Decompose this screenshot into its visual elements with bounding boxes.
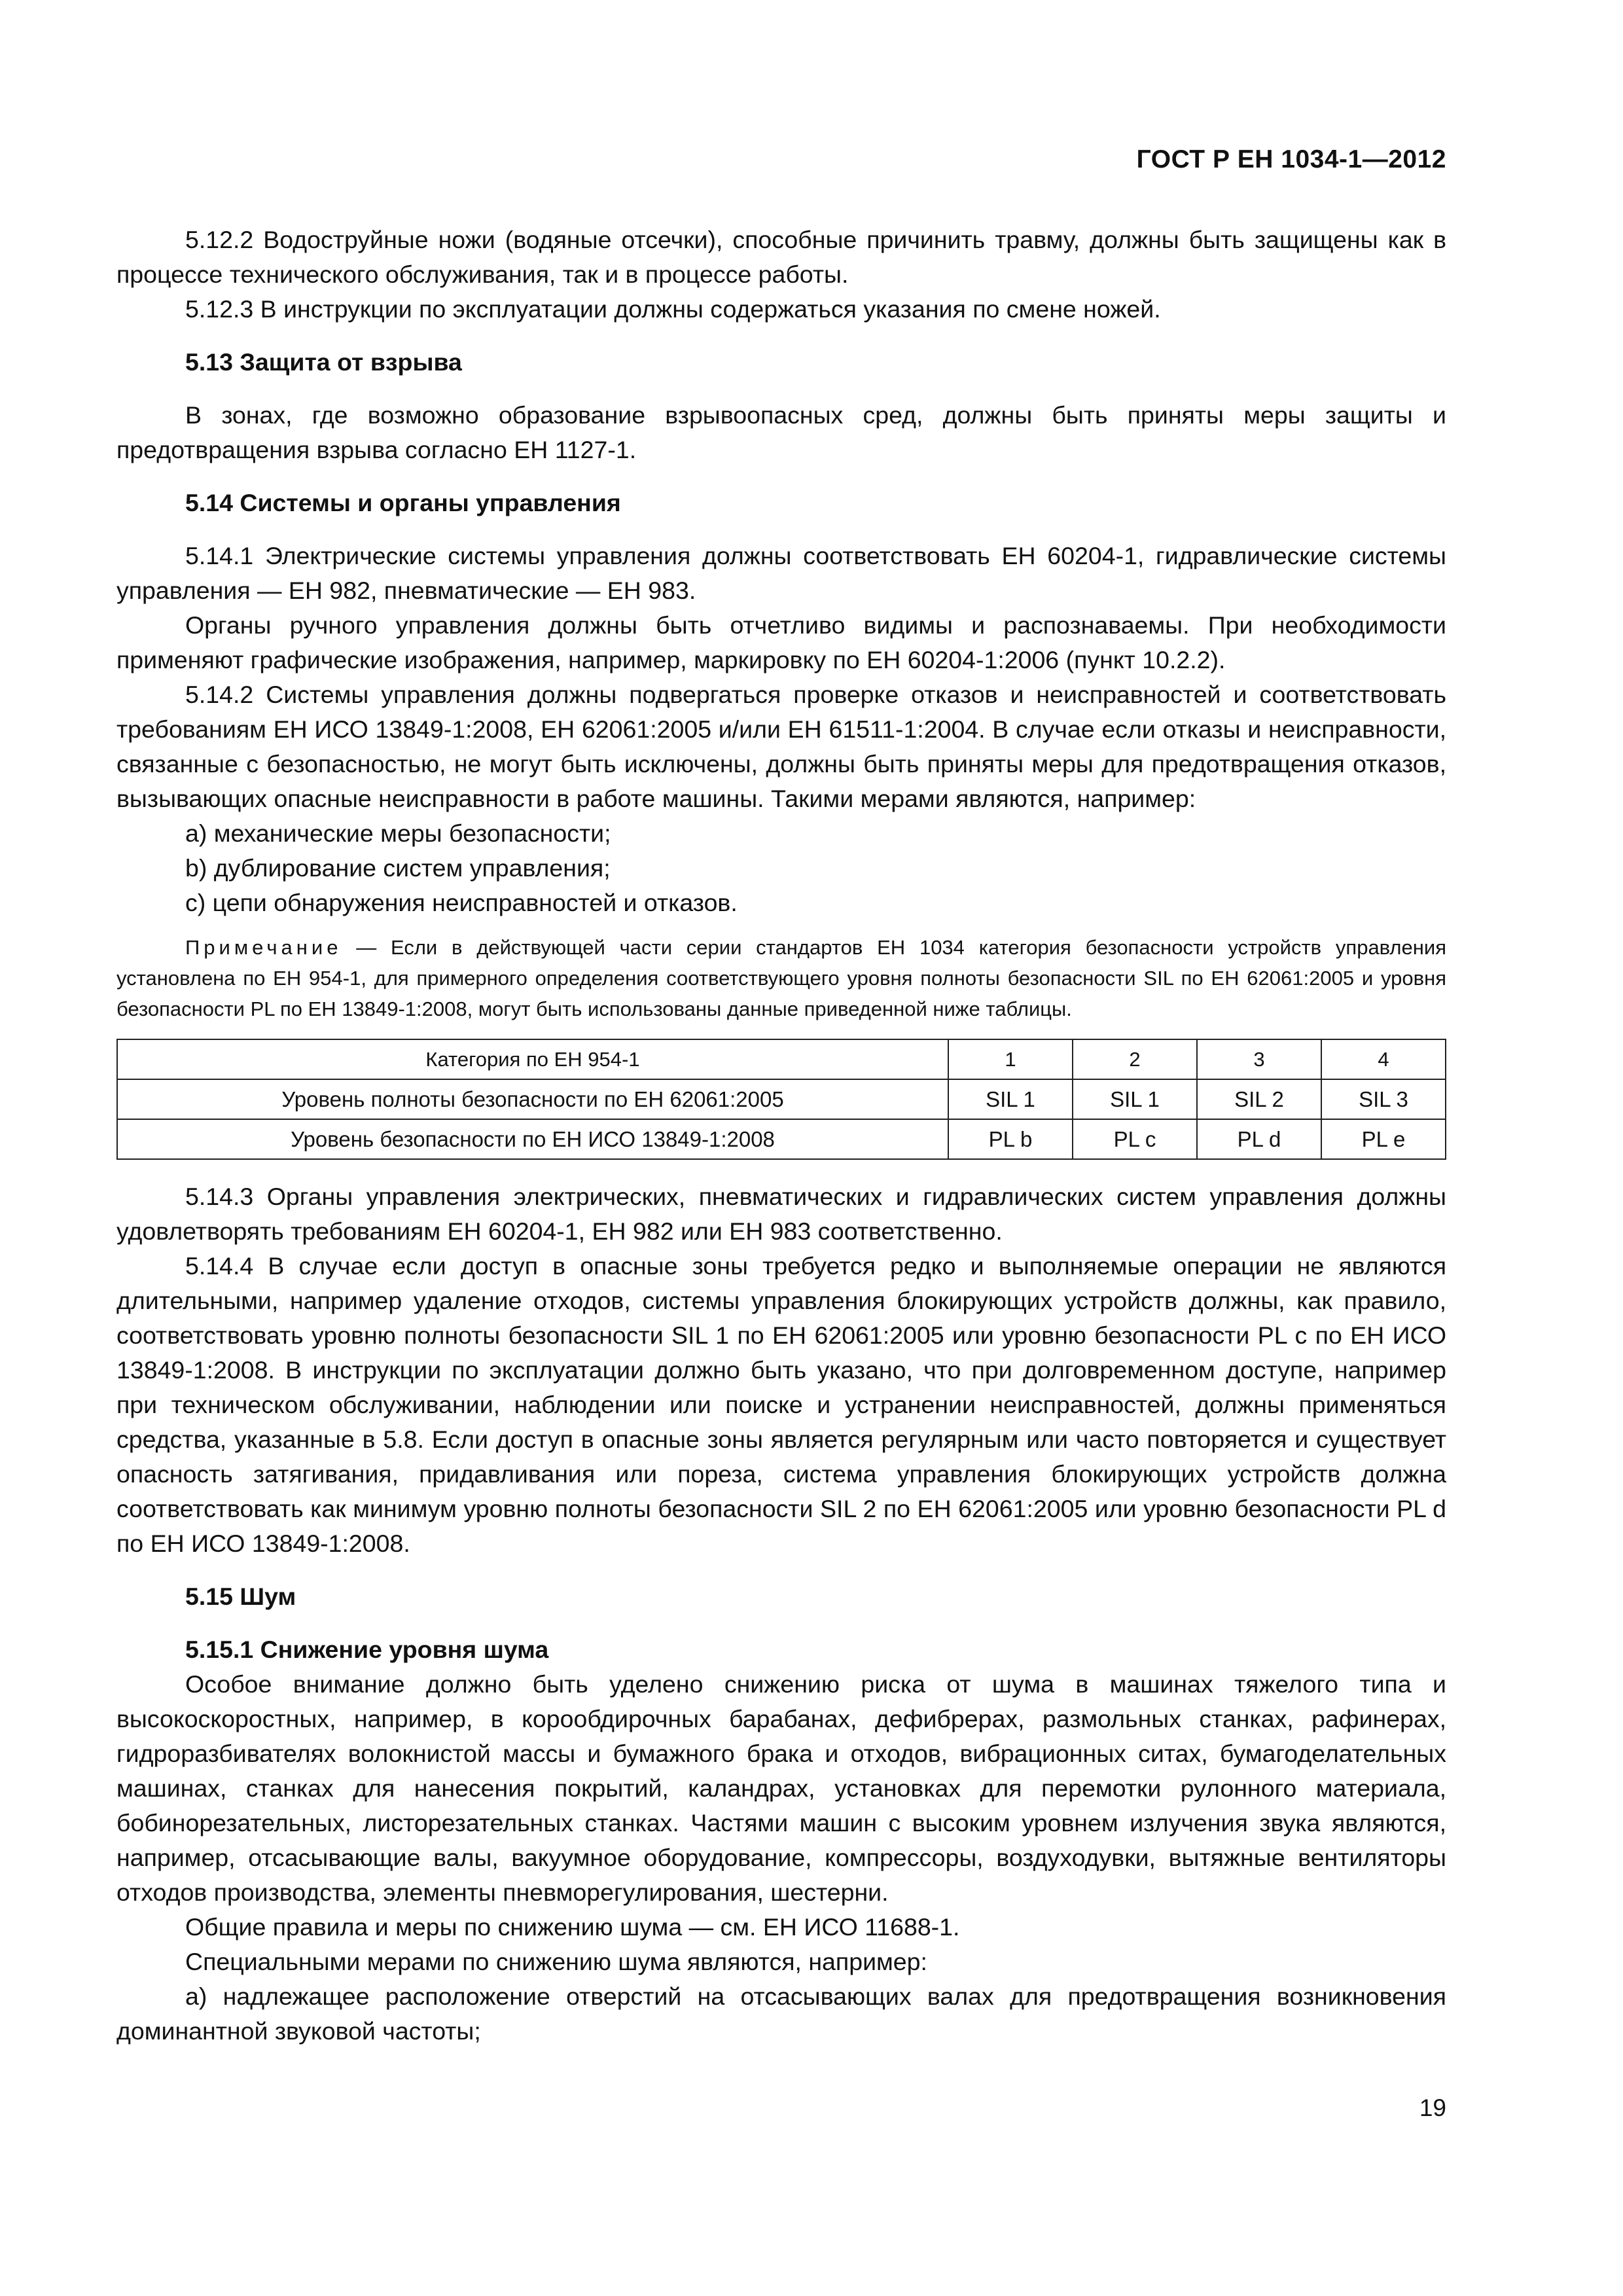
heading-5-14: 5.14 Системы и органы управления (185, 489, 621, 516)
paragraph-5-14-1-controls: Органы ручного управления должны быть отчетливо видимы и распознаваемы. При необходимости применяют графические изображения, например, маркировку по ЕН 60204-1:2006 (пункт 10.2.2). (116, 611, 1446, 673)
table-cell: PL b (948, 1119, 1073, 1159)
table-header-cell: 2 (1073, 1039, 1197, 1079)
paragraph-5-13: В зонах, где возможно образование взрывоопасных сред, должны быть приняты меры защиты и предотвращения взрыва согласно ЕН 1127-1. (116, 401, 1446, 463)
note-text: — Если в действующей части серии стандартов ЕН 1034 категория безопасности устройств управления установлена по ЕН 954-1, для примерного определения соответствующего уровня полноты безопасности SIL по ЕН 62061:2005 и уровня безопасности PL по ЕН 13849-1:2008, могут быть использованы данные приведенной ниже таблицы. (116, 936, 1446, 1020)
paragraph-5-12-2: 5.12.2 Водоструйные ножи (водяные отсечки), способные причинить травму, должны быть защищены как в процессе технического обслуживания, так и в процессе работы. (116, 226, 1446, 288)
list-item: b) дублирование систем управления; (185, 854, 611, 882)
heading-5-15-1: 5.15.1 Снижение уровня шума (185, 1636, 549, 1663)
table-header-row (117, 1039, 1446, 1079)
table-cell: PL e (1321, 1119, 1446, 1159)
heading-5-13: 5.13 Защита от взрыва (185, 348, 462, 376)
note-label: Примечание (185, 936, 342, 959)
safety-level-table (116, 1039, 1446, 1160)
document-body (116, 223, 1446, 2049)
paragraph-5-14-4: 5.14.4 В случае если доступ в опасные зоны требуется редко и выполняемые операции не являются длительными, например удаление отходов, системы управления блокирующих устройств должны, как правило, соответствовать уровню полноты безопасности SIL 1 по ЕН 62061:2005 или уровню безопасности PL c по ЕН ИСО 13849-1:2008. В инструкции по эксплуатации должно быть указано, что при долговременном доступе, например при техническом обслуживании, наблюдении или поиске и устранении неисправностей, должны применяться средства, указанные в 5.8. Если доступ в опасные зоны является регулярным или часто повторяется и существует опасность затягивания, придавливания или пореза, система управления блокирующих устройств должна соответствовать как минимум уровню полноты безопасности SIL 2 по ЕН 62061:2005 или уровню безопасности PL d по ЕН ИСО 13849-1:2008. (116, 1252, 1446, 1557)
table-cell: Уровень полноты безопасности по ЕН 62061:2005 (117, 1079, 948, 1119)
paragraph-5-14-2: 5.14.2 Системы управления должны подвергаться проверке отказов и неисправностей и соответствовать требованиям ЕН ИСО 13849-1:2008, ЕН 62061:2005 и/или ЕН 61511-1:2004. В случае если отказы и неисправности, связанные с безопасностью, не могут быть исключены, должны быть приняты меры для предотвращения отказов, вызывающих опасные неисправности в работе машины. Такими мерами являются, например: (116, 681, 1446, 812)
table-header-cell: 1 (948, 1039, 1073, 1079)
table-cell: PL c (1073, 1119, 1197, 1159)
heading-5-15: 5.15 Шум (185, 1583, 296, 1610)
table-cell: SIL 2 (1197, 1079, 1321, 1119)
list-item: c) цепи обнаружения неисправностей и отказов. (185, 889, 738, 916)
table-header-cell: Категория по ЕН 954-1 (117, 1039, 948, 1079)
document-code: ГОСТ Р ЕН 1034-1—2012 (1136, 145, 1446, 173)
table-header-cell: 4 (1321, 1039, 1446, 1079)
table-header-cell: 3 (1197, 1039, 1321, 1079)
note (116, 932, 1446, 1024)
table-cell: PL d (1197, 1119, 1321, 1159)
paragraph-5-12-3: 5.12.3 В инструкции по эксплуатации должны содержаться указания по смене ножей. (185, 295, 1161, 323)
table-cell: SIL 3 (1321, 1079, 1446, 1119)
paragraph-5-14-1: 5.14.1 Электрические системы управления должны соответствовать ЕН 60204-1, гидравлические системы управления — ЕН 982, пневматические — ЕН 983. (116, 542, 1446, 604)
table-row (117, 1079, 1446, 1119)
table-cell: Уровень безопасности по ЕН ИСО 13849-1:2008 (117, 1119, 948, 1159)
paragraph-5-15-1: Особое внимание должно быть уделено снижению риска от шума в машинах тяжелого типа и высокоскоростных, например, в корообдирочных барабанах, дефибрерах, размольных станках, рафинерах, гидроразбивателях волокнистой массы и бумажного брака и отходов, вибрационных ситах, бумагоделательных машинах, станках для нанесения покрытий, каландрах, установках для перемотки рулонного материала, бобинорезательных, листорезательных станках. Частями машин с высоким уровнем излучения звука являются, например, отсасывающие валы, вакуумное оборудование, компрессоры, воздуходувки, вытяжные вентиляторы отходов производства, элементы пневморегулирования, шестерни. (116, 1670, 1446, 1906)
paragraph-5-14-3: 5.14.3 Органы управления электрических, пневматических и гидравлических систем управления должны удовлетворять требованиям ЕН 60204-1, ЕН 982 или ЕН 983 соответственно. (116, 1183, 1446, 1245)
page-number: 19 (1419, 2094, 1446, 2121)
table-cell: SIL 1 (1073, 1079, 1197, 1119)
paragraph-5-15-1-special: Специальными мерами по снижению шума являются, например: (185, 1948, 927, 1975)
table-row (117, 1119, 1446, 1159)
table-cell: SIL 1 (948, 1079, 1073, 1119)
paragraph-5-15-1-general: Общие правила и меры по снижению шума — см. ЕН ИСО 11688-1. (185, 1913, 960, 1941)
list-item: a) надлежащее расположение отверстий на отсасывающих валах для предотвращения возникновения доминантной звуковой частоты; (116, 1982, 1446, 2045)
list-item: a) механические меры безопасности; (185, 819, 611, 847)
